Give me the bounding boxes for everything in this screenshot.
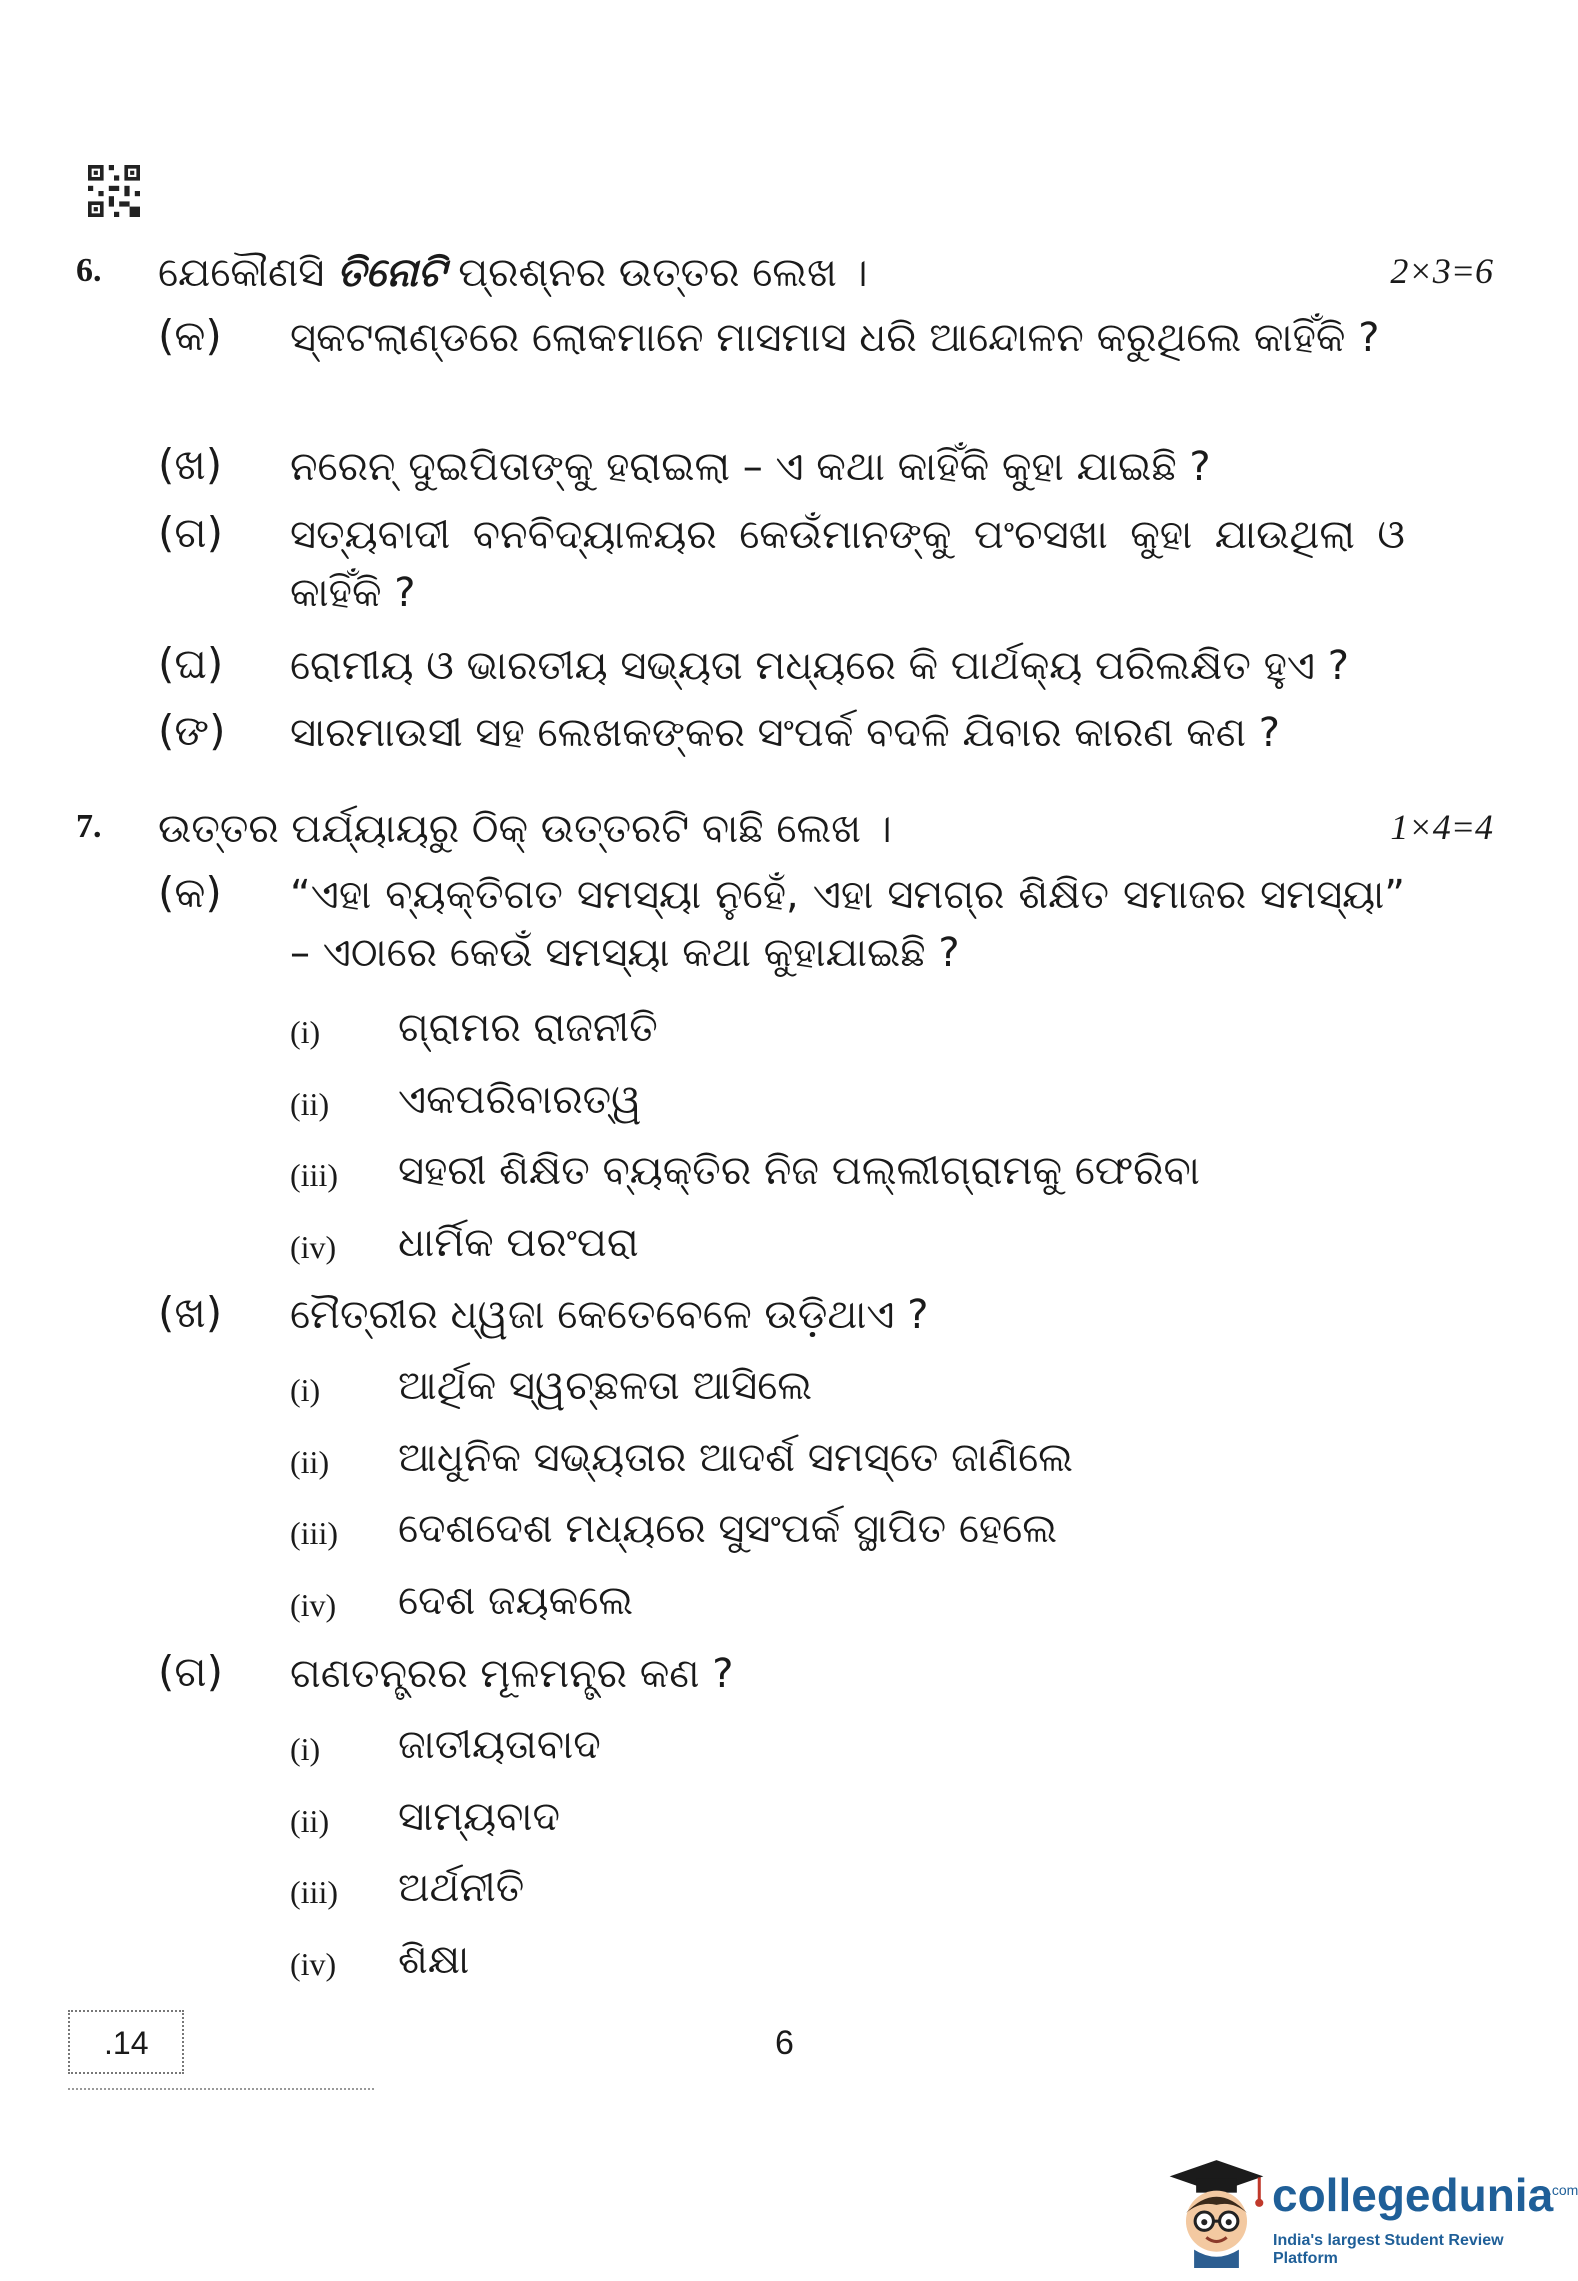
option-text: ସହରୀ ଶିକ୍ଷିତ ବ୍ୟକ୍ତିର ନିଜ ପଲ୍ଲୀଗ୍ରାମକୁ ଫେରିବା: [398, 1148, 1200, 1194]
question-7-item-ga-text: ଗଣତନ୍ତ୍ରର ମୂଳମନ୍ତ୍ର କଣ ?: [290, 1651, 734, 1697]
question-7-item-ka-text: “ଏହା ବ୍ୟକ୍ତିଗତ ସମସ୍ୟା ନୁହେଁ, ଏହା ସମଗ୍ର ଶିକ୍ଷିତ ସମାଜର ସମସ୍ୟା” – ଏଠାରେ କେଉଁ ସମସ୍ୟା କଥା କୁହାଯାଇଛି ?: [290, 872, 1405, 976]
question-6-item-ka-label: (କ): [158, 311, 222, 360]
option-label: (iii): [290, 1515, 338, 1551]
graduate-mascot-icon: [1164, 2156, 1269, 2268]
option-text: ଅର୍ଥନୀତି: [398, 1865, 525, 1911]
option-label: (iii): [290, 1157, 338, 1193]
option-label: (ii): [290, 1086, 330, 1122]
question-7-instruction: ଉତ୍ତର ପର୍ଯ୍ୟାୟରୁ ଠିକ୍ ଉତ୍ତରଟି ବାଛି ଲେଖ ।: [158, 806, 892, 852]
option-label: (iv): [290, 1587, 337, 1623]
question-7-number: 7.: [76, 808, 102, 845]
question-7-item-ka-label: (କ): [158, 868, 222, 917]
option-label: (iii): [290, 1874, 338, 1910]
question-6-item-nga-label: (ଙ): [158, 706, 226, 755]
option-text: ଦେଶଦେଶ ମଧ୍ୟରେ ସୁସଂପର୍କ ସ୍ଥାପିତ ହେଲେ: [398, 1506, 1058, 1552]
question-6-item-kha-text: ନରେନ୍ ଦୁଇପିତାଙ୍କୁ ହରାଇଲା – ଏ କଥା କାହିଁକି କୁହା ଯାଇଛି ?: [290, 444, 1211, 490]
question-6-item-gha-text: ରୋମୀୟ ଓ ଭାରତୀୟ ସଭ୍ୟତା ମଧ୍ୟରେ କି ପାର୍ଥକ୍ୟ ପରିଲକ୍ଷିତ ହୁଏ ?: [290, 643, 1349, 689]
brand-suffix: .com: [1548, 2182, 1578, 2198]
brand-tagline: India's largest Student Review Platform: [1273, 2232, 1504, 2267]
option-label: (iv): [290, 1946, 337, 1982]
question-6-item-ka-text: ସ୍କଟଲାଣ୍ଡରେ ଲୋକମାନେ ମାସମାସ ଧରି ଆନ୍ଦୋଳନ କରୁଥିଲେ କାହିଁକି ?: [290, 315, 1380, 361]
question-7-marks: 1×4=4: [1390, 807, 1493, 847]
option-label: (ii): [290, 1444, 330, 1480]
option-text: ସାମ୍ୟବାଦ: [398, 1794, 561, 1840]
option-text: ଜାତୀୟତାବାଦ: [398, 1722, 601, 1768]
question-7-item-kha-label: (ଖ): [158, 1288, 223, 1337]
option-text: ଗ୍ରାମର ରାଜନୀତି: [398, 1005, 658, 1051]
paper-code: .14: [104, 2025, 149, 2061]
option-text: ଏକପରିବାରତ୍ୱ: [398, 1077, 642, 1123]
option-label: (i): [290, 1731, 321, 1767]
option-label: (iv): [290, 1229, 337, 1265]
option-label: (ii): [290, 1803, 330, 1839]
question-6-item-ga-text: ସତ୍ୟବାଦୀ ବନବିଦ୍ୟାଳୟର କେଉଁମାନଙ୍କୁ ପଂଚସଖା କୁହା ଯାଉଥିଲା ଓ କାହିଁକି ?: [290, 512, 1405, 616]
question-6-item-gha-label: (ଘ): [158, 639, 224, 688]
question-6-emphasis: ତିନୋଟି: [337, 250, 446, 296]
question-6-marks: 2×3=6: [1390, 251, 1493, 291]
brand-name: collegedunia: [1272, 2169, 1554, 2221]
question-6-item-ga-label: (ଗ): [158, 508, 224, 557]
question-6-item-nga-text: ସାରମାଉସୀ ସହ ଲେଖକଙ୍କର ସଂପର୍କ ବଦଳି ଯିବାର କାରଣ କଣ ?: [290, 710, 1280, 756]
option-text: ଦେଶ ଜୟକଲେ: [398, 1578, 634, 1624]
question-6-number: 6.: [76, 252, 102, 289]
footer-dotted-line: [68, 2088, 374, 2090]
option-text: ଆର୍ଥିକ ସ୍ୱଚ୍ଛଳତା ଆସିଲେ: [398, 1363, 813, 1409]
option-label: (i): [290, 1372, 321, 1408]
option-label: (i): [290, 1014, 321, 1050]
qr-code-icon: [88, 165, 140, 217]
question-7-item-ga-label: (ଗ): [158, 1647, 224, 1696]
question-6-item-kha-label: (ଖ): [158, 440, 223, 489]
option-text: ଧାର୍ମିକ ପରଂପରା: [398, 1220, 639, 1266]
option-text: ଆଧୁନିକ ସଭ୍ୟତାର ଆଦର୍ଶ ସମସ୍ତେ ଜାଣିଲେ: [398, 1435, 1073, 1481]
question-6-instruction: ଯେକୌଣସି ତିନୋଟି ପ୍ରଶ୍ନର ଉତ୍ତର ଲେଖ ।: [158, 250, 868, 296]
question-7-item-kha-text: ମୈତ୍ରୀର ଧ୍ୱଜା କେତେବେଳେ ଉଡ଼ିଥାଏ ?: [290, 1292, 929, 1338]
page-number: 6: [775, 2024, 794, 2062]
option-text: ଶିକ୍ଷା: [398, 1937, 470, 1983]
